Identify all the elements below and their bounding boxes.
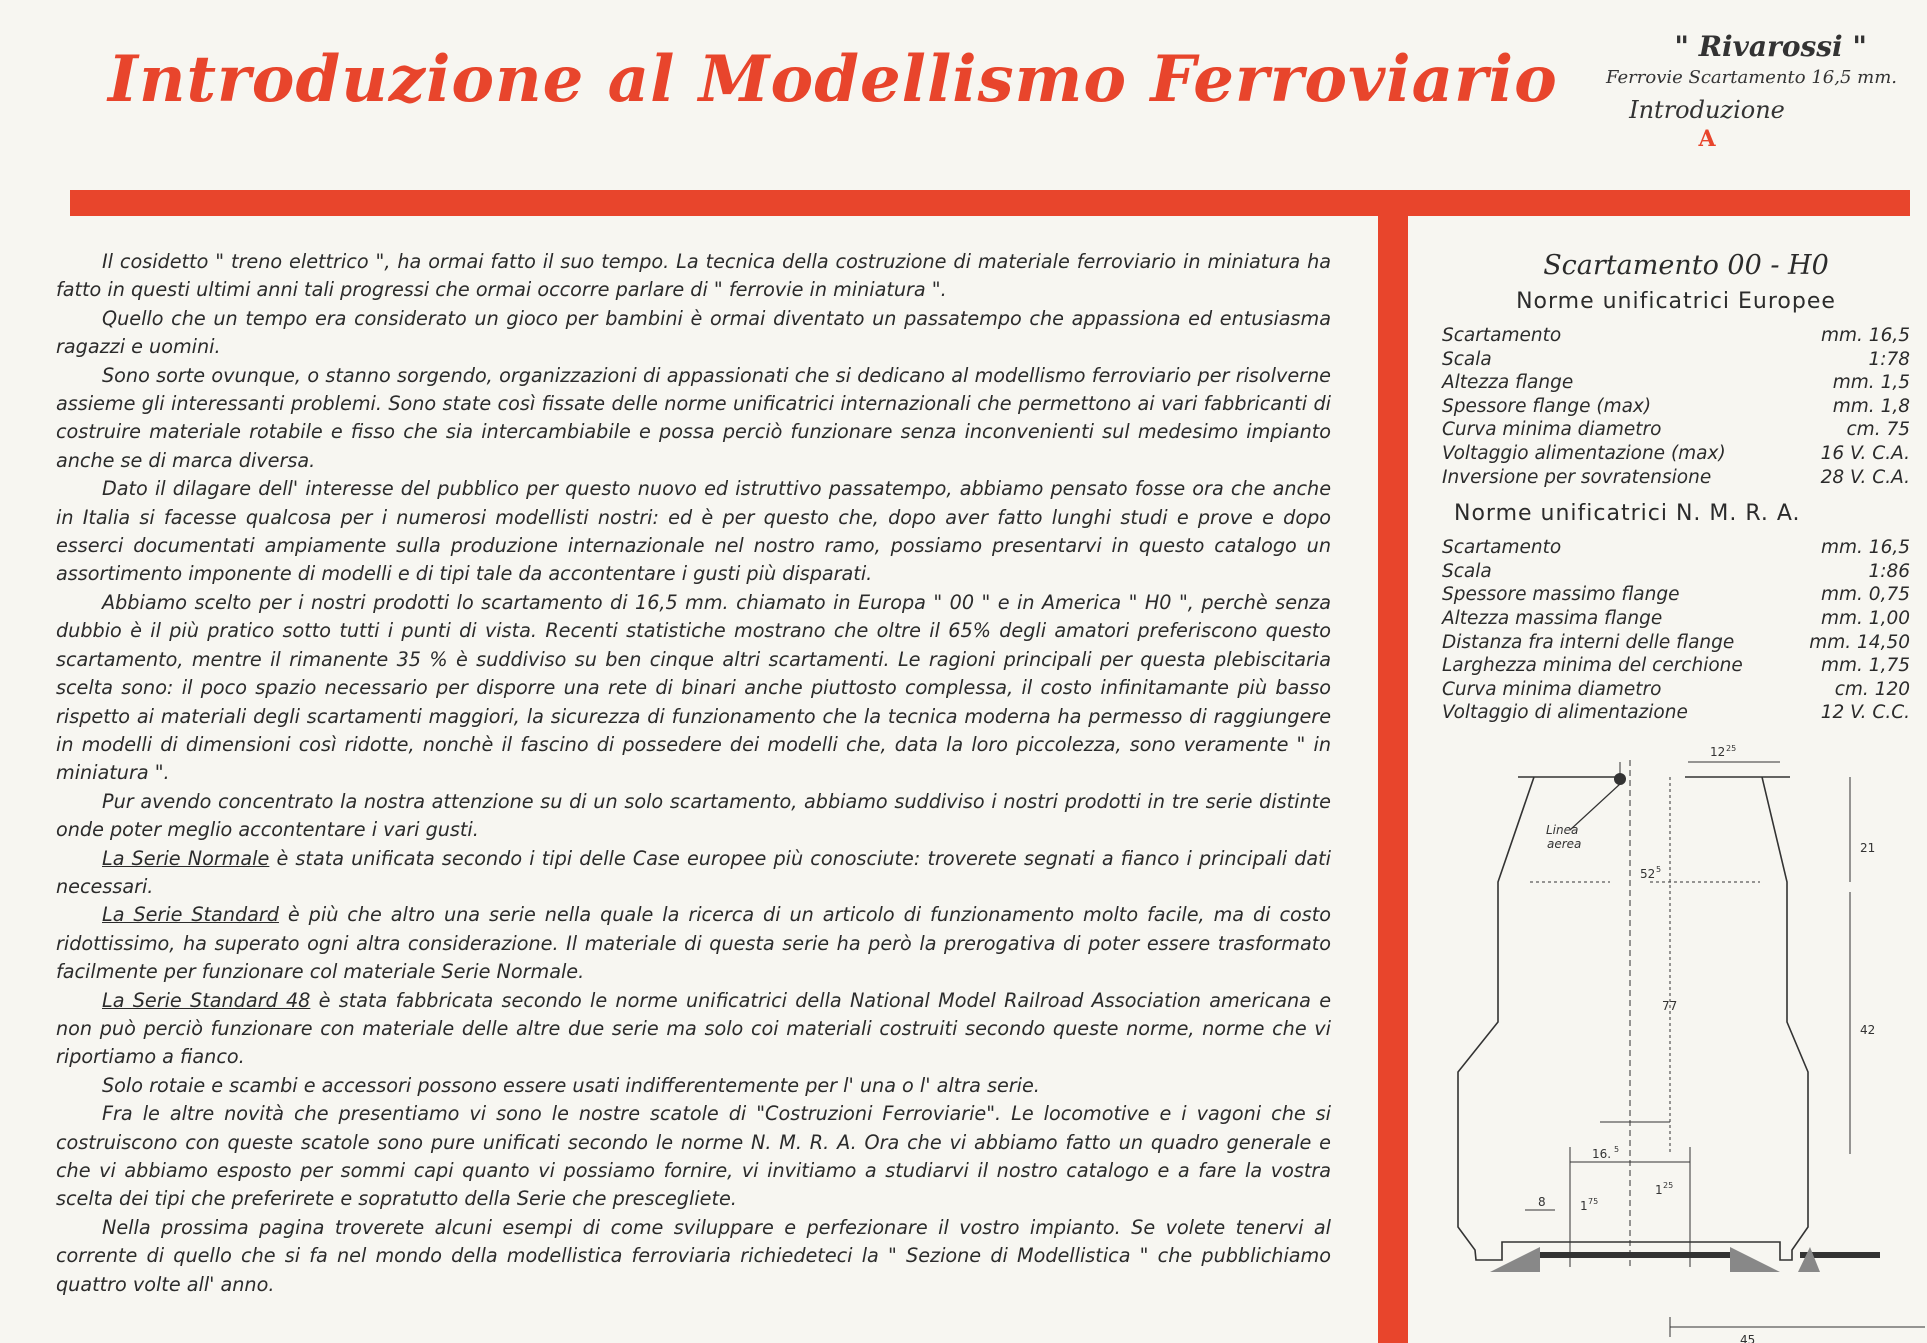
spec-row [1442, 701, 1910, 725]
dim-12: 12 [1710, 745, 1726, 759]
spec-row [1442, 466, 1910, 490]
spec-value: mm. 0,75 [1821, 584, 1910, 606]
spec-label: Inversione per sovratensione [1442, 466, 1712, 488]
dim-52-sup: 5 [1656, 865, 1662, 874]
dim-45: 45 [1740, 1333, 1756, 1343]
dim-16-sup: 5 [1614, 1145, 1620, 1154]
europe-spec-table [1442, 324, 1910, 489]
dim-1b-sup: 25 [1663, 1181, 1674, 1190]
spec-row [1442, 607, 1910, 631]
paragraph: Dato il dilagare dell' interesse del pubblico per questo nuovo ed istruttivo passatempo, abbiamo pensato fosse ora che anche in Italia si facesse qualcosa per i numerosi modellisti nostri: ed è per questo che, dopo aver fatto lunghi studi e prove e dopo esserci documentati ampiamente sulla produzione internazionale nel nostro ramo, possiamo presentarvi in questo catalogo un assortimento imponente di modelli e di tipi tale da accontentare i gusti più disparati. [56, 477, 1331, 586]
spec-label: Voltaggio di alimentazione [1442, 702, 1688, 724]
spec-value: 16 V. C.A. [1820, 442, 1910, 464]
spec-row [1442, 678, 1910, 702]
spec-value: 28 V. C.A. [1820, 466, 1910, 488]
spec-value: 12 V. C.C. [1820, 702, 1910, 724]
europe-title: Norme unificatrici Europee [1516, 289, 1836, 314]
spec-row [1442, 371, 1910, 395]
dim-1a-sup: 75 [1588, 1197, 1599, 1206]
spec-value: mm. 1,00 [1821, 607, 1910, 629]
spec-label: Altezza massima flange [1442, 607, 1663, 629]
spec-value: cm. 75 [1846, 419, 1910, 441]
section-letter: A [1698, 126, 1716, 152]
contact-wire-point [1614, 773, 1626, 785]
spec-value: mm. 16,5 [1821, 325, 1910, 346]
serie-normale-paragraph [56, 845, 1331, 902]
serie-standard-paragraph [56, 901, 1331, 986]
track-base [1490, 1247, 1880, 1272]
spec-label: Curva minima diametro [1442, 678, 1662, 700]
brand-name: " Rivarossi " [1674, 30, 1867, 63]
serie-standard-label: La Serie Standard [102, 903, 279, 927]
paragraph: Fra le altre novità che presentiamo vi sono le nostre scatole di "Costruzioni Ferroviarie". Le locomotive e i vagoni che si costruiscono con queste scatole sono pure unificati secondo le norme N. M. R. A. Ora che vi abbiamo fatto un quadro generale e che vi abbiamo esposto per sommi capi quanto vi possiamo fornire, vi invitiamo a studiarvi il nostro catalogo e a fare la vostra scelta dei tipi che preferirete e sopratutto della Serie che prescegliete. [56, 1102, 1331, 1211]
spec-row [1442, 395, 1910, 419]
nmra-spec-table [1442, 536, 1910, 725]
gauge-heading: Scartamento 00 - H0 [1543, 250, 1829, 281]
spec-value: mm. 14,50 [1809, 631, 1910, 653]
dim-1a: 1 [1580, 1199, 1588, 1213]
spec-row [1442, 560, 1910, 584]
page-title: Introduzione al Modellismo Ferroviario [108, 42, 1558, 117]
dim-16: 16. [1592, 1147, 1612, 1161]
dim-77: 77 [1662, 999, 1678, 1013]
gauge-outline [1458, 777, 1808, 1260]
dim-1b: 1 [1655, 1183, 1663, 1197]
spec-label: Altezza flange [1442, 372, 1574, 394]
spec-row [1442, 631, 1910, 655]
body-text [56, 248, 1331, 1299]
dim-21: 21 [1860, 841, 1876, 855]
spec-row [1442, 583, 1910, 607]
spec-row [1442, 348, 1910, 372]
spec-value: mm. 1,75 [1821, 655, 1910, 677]
spec-label: Scartamento [1442, 537, 1562, 559]
paragraph: Il cosidetto " treno elettrico ", ha ormai fatto il suo tempo. La tecnica della costruzione di materiale ferroviario in miniatura ha fatto in questi ultimi anni tali progressi che ormai occorre parlare di " ferrovie in miniatura ". [56, 250, 1331, 302]
spec-label: Distanza fra interni delle flange [1442, 631, 1735, 653]
spec-row [1442, 654, 1910, 678]
serie-normale-text: è stata unificata secondo i tipi delle Case europee più conosciute: troverete segnati a fianco i principali dati necessari. [56, 846, 1331, 898]
linea-label-1: Linea [1546, 823, 1579, 837]
section-name: Introduzione [1629, 96, 1785, 124]
horizontal-red-bar [70, 190, 1910, 216]
header-subtitle: Ferrovie Scartamento 16,5 mm. [1606, 67, 1897, 88]
spec-row [1442, 324, 1910, 348]
spec-value: cm. 120 [1834, 678, 1910, 700]
paragraph: Abbiamo scelto per i nostri prodotti lo scartamento di 16,5 mm. chiamato in Europa " 00 " e in America " H0 ", perchè senza dubbio è il più pratico sotto tutti i punti di vista. Recenti statistiche mostrano che oltre il 65% degli amatori preferiscono questo scartamento, mentre il rimanente 35 % è suddiviso su ben cinque altri scartamenti. Le ragioni principali per questa plebiscitaria scelta sono: il poco spazio necessario per disporre una rete di binari anche piuttosto complessa, il costo infinitamante più basso rispetto ai materiali degli scartamenti maggiori, la sicurezza di funzionamento che la tecnica moderna ha permesso di raggiungere in modelli di dimensioni così ridotte, nonchè il fascino di possedere dei modelli che, data la loro piccolezza, sono veramente " in miniatura ". [56, 590, 1331, 785]
serie-standard-text: è più che altro una serie nella quale la ricerca di un articolo di funzionamento molto facile, ma di costo ridottissimo, ha superato ogni altra considerazione. Il materiale di questa serie ha però la prerogativa di poter essere trasformato facilmente per funzionare col materiale Serie Normale. [56, 903, 1331, 984]
loading-gauge-diagram [1430, 742, 1910, 1343]
spec-value: 1:86 [1868, 560, 1910, 582]
spec-row [1442, 418, 1910, 442]
spec-label: Larghezza minima del cerchione [1442, 655, 1743, 677]
vertical-red-bar [1378, 190, 1408, 1343]
spec-label: Scala [1442, 560, 1492, 582]
paragraph: Sono sorte ovunque, o stanno sorgendo, organizzazioni di appassionati che si dedicano al modellismo ferroviario per risolverne assieme gli interessanti problemi. Sono state così fissate delle norme unificatrici internazionali che permettono ai vari fabbricanti di costruire materiale rotabile e fisso che sia intercambiabile e possa perciò funzionare senza inconvenienti sul medesimo impianto anche se di marca diversa. [56, 363, 1331, 472]
spec-label: Scartamento [1442, 325, 1562, 346]
serie-48-label: La Serie Standard 48 [102, 988, 311, 1012]
specs-sidebar [1442, 250, 1910, 725]
serie-normale-label: La Serie Normale [102, 846, 270, 870]
spec-row [1442, 442, 1910, 466]
spec-row [1442, 536, 1910, 560]
linea-label-2: aerea [1547, 837, 1582, 851]
paragraph: Nella prossima pagina troverete alcuni esempi di come sviluppare e perfezionare il vostro impianto. Se volete tenervi al corrente di quello che si fa nel mondo della modellistica ferroviaria richiedeteci la " Sezione di Modellistica " che pubblichiamo quattro volte all' anno. [56, 1215, 1331, 1296]
spec-value: mm. 16,5 [1821, 537, 1910, 559]
paragraph: Solo rotaie e scambi e accessori possono essere usati indifferentemente per l' una o l' altra serie. [102, 1073, 1040, 1097]
spec-value: mm. 1,8 [1832, 395, 1910, 417]
nmra-title: Norme unificatrici N. M. R. A. [1454, 501, 1801, 527]
header-corner [1517, 30, 1897, 152]
spec-value: 1:78 [1868, 348, 1910, 370]
spec-label: Scala [1442, 348, 1492, 370]
serie-48-text: è stata fabbricata secondo le norme unificatrici della National Model Railroad Association americana e non può perciò funzionare con materiale delle altre due serie ma solo coi materiali costruiti secondo queste norme, norme che vi riportiamo a fianco. [56, 988, 1331, 1069]
spec-label: Voltaggio alimentazione (max) [1442, 442, 1726, 464]
spec-value: mm. 1,5 [1832, 372, 1910, 394]
paragraph: Quello che un tempo era considerato un gioco per bambini è ormai diventato un passatempo che appassiona ed entusiasma ragazzi e uomini. [56, 306, 1331, 359]
dim-12-sup: 25 [1726, 744, 1737, 753]
serie-48-paragraph [56, 987, 1331, 1072]
dim-42: 42 [1860, 1023, 1876, 1037]
dim-52: 52 [1640, 867, 1656, 881]
spec-label: Curva minima diametro [1442, 419, 1662, 441]
paragraph: Pur avendo concentrato la nostra attenzione su di un solo scartamento, abbiamo suddiviso i nostri prodotti in tre serie distinte onde poter meglio accontentare i vari gusti. [56, 789, 1331, 842]
spec-label: Spessore flange (max) [1442, 395, 1652, 417]
spec-label: Spessore massimo flange [1442, 584, 1680, 606]
dim-8: 8 [1538, 1195, 1546, 1209]
